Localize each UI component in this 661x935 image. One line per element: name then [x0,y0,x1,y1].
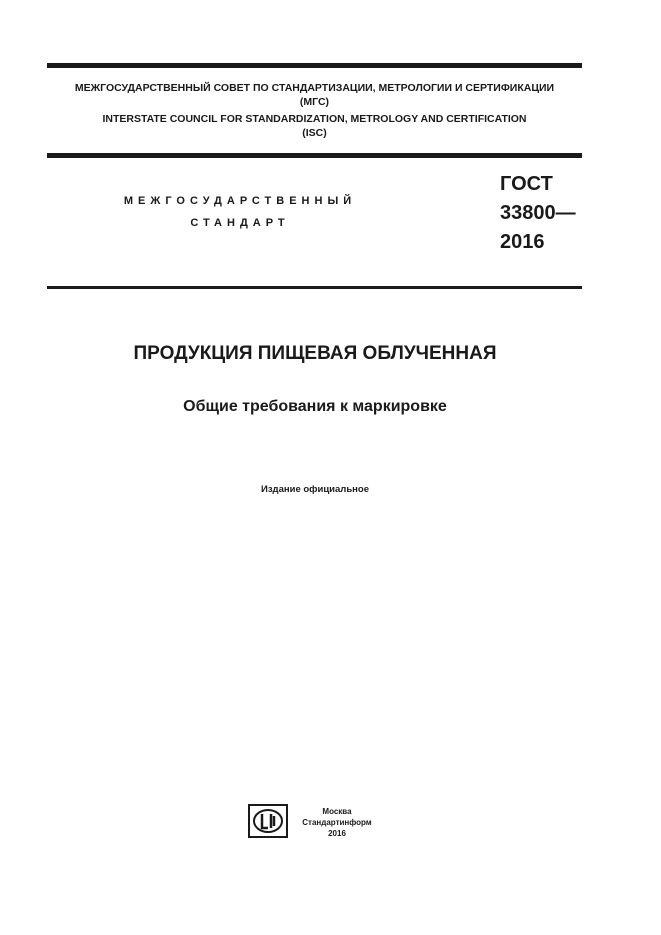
standartinform-logo-icon [248,804,288,838]
standard-designation: ГОСТ 33800— 2016 [500,173,576,253]
standard-type: МЕЖГОСУДАРСТВЕННЫЙ СТАНДАРТ [123,195,357,229]
council-name-en: INTERSTATE COUNCIL FOR STANDARDIZATION, METROLOGY AND CERTIFICATION (ISC) [102,113,527,139]
document-subtitle: Общие требования к маркировке [183,398,447,415]
section-rule [47,286,582,289]
document-title: ПРОДУКЦИЯ ПИЩЕВАЯ ОБЛУЧЕННАЯ [133,343,497,364]
header-rule [47,153,582,158]
publisher-block: Москва Стандартинформ 2016 [302,807,372,838]
top-rule [47,63,582,68]
edition-label: Издание официальное [261,484,369,495]
council-name-ru: МЕЖГОСУДАРСТВЕННЫЙ СОВЕТ ПО СТАНДАРТИЗАЦИИ, МЕТРОЛОГИИ И СЕРТИФИКАЦИИ (МГС) [74,82,555,108]
